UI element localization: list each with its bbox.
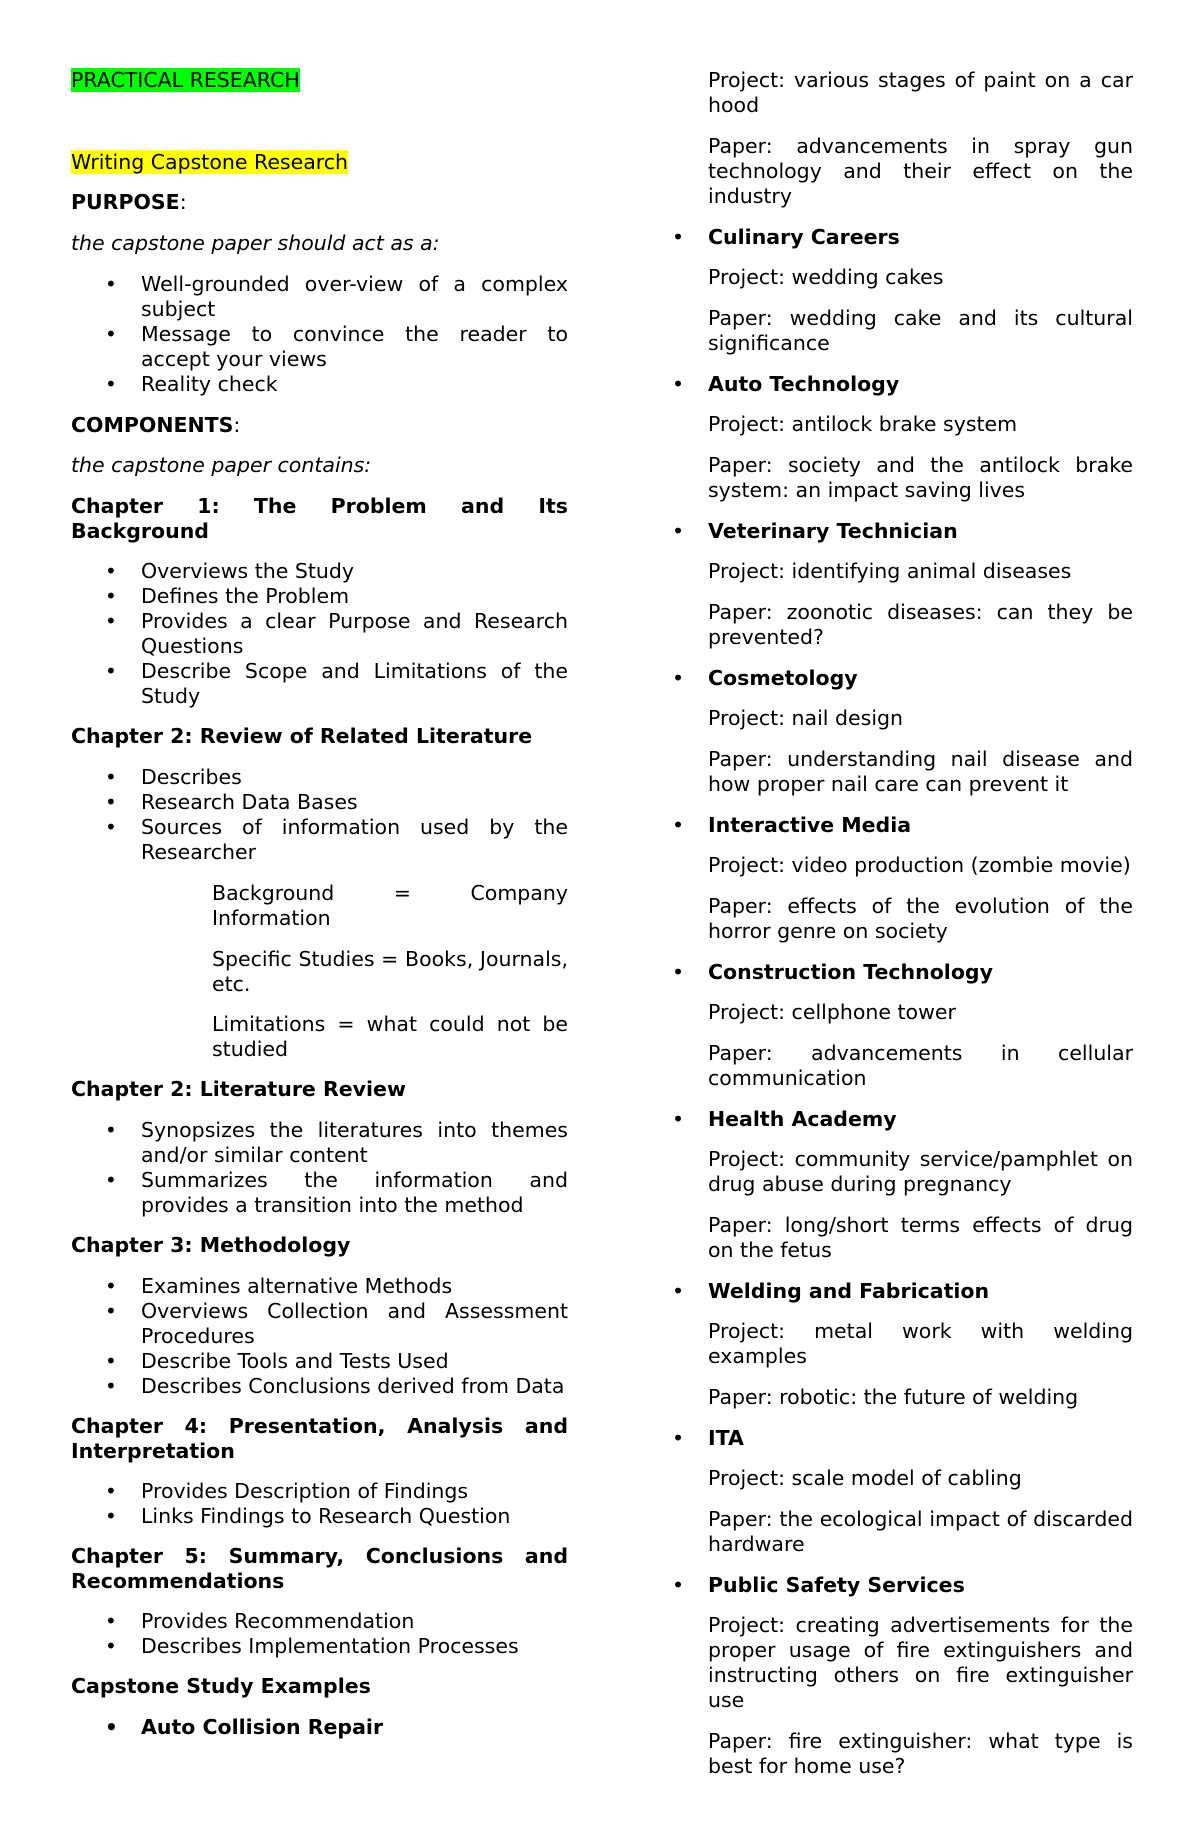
chapter-3-list [71, 1274, 568, 1399]
list-item: • Provides Description of Findings [71, 1479, 568, 1504]
list-item: • Defines the Problem [71, 584, 568, 609]
example-block [672, 813, 1133, 944]
example-paper: Paper: advancements in cellular communication [708, 1041, 1133, 1090]
example-block [672, 1573, 1133, 1779]
example-paper: Paper: society and the antilock brake system: an impact saving lives [708, 453, 1133, 502]
example-block [672, 1279, 1133, 1410]
list-item: • Summarizes the information and provides a transition into the method [71, 1168, 568, 1218]
chapter-2-note: Background = Company Information [212, 881, 568, 930]
chapter-5-list [71, 1609, 568, 1659]
list-item: • Provides a clear Purpose and Research Questions [71, 609, 568, 659]
chapter-2-note: Limitations = what could not be studied [212, 1012, 568, 1061]
example-name: • ITA [672, 1426, 1133, 1451]
example-paper: Paper: advancements in spray gun technology and their effect on the industry [708, 134, 1133, 208]
example-block [672, 666, 1133, 797]
example-paper: Paper: long/short terms effects of drug on the fetus [708, 1213, 1133, 1262]
list-item: • Overviews Collection and Assessment Procedures [71, 1299, 568, 1349]
example-project: Project: various stages of paint on a car hood [708, 68, 1133, 117]
example-paper: Paper: zoonotic diseases: can they be prevented? [708, 600, 1133, 649]
example-name: • Interactive Media [672, 813, 1133, 838]
list-item: • Describes [71, 765, 568, 790]
example-project: Project: antilock brake system [708, 412, 1018, 436]
list-item: • Links Findings to Research Question [71, 1504, 568, 1529]
chapter-1-list [71, 559, 568, 709]
example-project: Project: metal work with welding examples [708, 1319, 1133, 1368]
purpose-intro: the capstone paper should act as a: [71, 231, 440, 255]
examples-list [71, 1715, 568, 1740]
example-name: • Auto Technology [672, 372, 1133, 397]
list-item: • Synopsizes the literatures into themes and/or similar content [71, 1118, 568, 1168]
components-heading: COMPONENTS: [71, 413, 241, 437]
example-project: Project: creating advertisements for the proper usage of fire extinguishers and instructing others on fire extinguisher use [708, 1613, 1133, 1712]
example-block [672, 519, 1133, 650]
list-item: • Describes Implementation Processes [71, 1634, 568, 1659]
chapter-2-note: Specific Studies = Books, Journals, etc. [212, 947, 568, 996]
example-paper: Paper: wedding cake and its cultural significance [708, 306, 1133, 355]
list-item: • Examines alternative Methods [71, 1274, 568, 1299]
chapter-2-heading: Chapter 2: Review of Related Literature [71, 724, 533, 748]
list-item: • Describe Tools and Tests Used [71, 1349, 568, 1374]
right-column [672, 68, 1133, 1795]
example-block [672, 372, 1133, 503]
list-item: • Message to convince the reader to accept your views [71, 322, 568, 372]
example-name: • Welding and Fabrication [672, 1279, 1133, 1304]
example-project: Project: scale model of cabling [708, 1466, 1022, 1490]
components-intro: the capstone paper contains: [71, 453, 372, 477]
chapter-3-heading: Chapter 3: Methodology [71, 1233, 351, 1257]
list-item: • Describe Scope and Limitations of the Study [71, 659, 568, 709]
example-paper: Paper: fire extinguisher: what type is best for home use? [708, 1729, 1133, 1778]
example-name: • Cosmetology [672, 666, 1133, 691]
example-project: Project: wedding cakes [708, 265, 944, 289]
example-name: • Culinary Careers [672, 225, 1133, 250]
example-project: Project: cellphone tower [708, 1000, 956, 1024]
example-block [672, 1426, 1133, 1557]
example-paper: Paper: understanding nail disease and how proper nail care can prevent it [708, 747, 1133, 796]
left-column [71, 68, 568, 1740]
examples-heading: Capstone Study Examples [71, 1674, 371, 1698]
list-item: • Reality check [71, 372, 568, 397]
chapter-2-review-heading: Chapter 2: Literature Review [71, 1077, 406, 1101]
example-name: • Construction Technology [672, 960, 1133, 985]
chapter-5-heading: Chapter 5: Summary, Conclusions and Recommendations [71, 1544, 568, 1593]
example-name: • Veterinary Technician [672, 519, 1133, 544]
document-title: PRACTICAL RESEARCH [71, 68, 300, 92]
chapter-2-list [71, 765, 568, 865]
example-block [672, 225, 1133, 356]
example-project: Project: identifying animal diseases [708, 559, 1072, 583]
example-block [672, 960, 1133, 1091]
list-item: • Well-grounded over-view of a complex subject [71, 272, 568, 322]
chapter-1-heading: Chapter 1: The Problem and Its Background [71, 494, 568, 543]
purpose-heading: PURPOSE: [71, 190, 187, 214]
chapter-2-review-list [71, 1118, 568, 1218]
example-project: Project: nail design [708, 706, 904, 730]
example-project: Project: community service/pamphlet on drug abuse during pregnancy [708, 1147, 1133, 1196]
example-paper: Paper: effects of the evolution of the horror genre on society [708, 894, 1133, 943]
example-name: • Health Academy [672, 1107, 1133, 1132]
example-paper: Paper: the ecological impact of discarded hardware [708, 1507, 1133, 1556]
example-paper: Paper: robotic: the future of welding [708, 1385, 1079, 1409]
list-item: • Describes Conclusions derived from Data [71, 1374, 568, 1399]
chapter-4-list [71, 1479, 568, 1529]
purpose-list [71, 272, 568, 397]
document-subtitle: Writing Capstone Research [71, 150, 349, 174]
chapter-4-heading: Chapter 4: Presentation, Analysis and Interpretation [71, 1414, 568, 1463]
example-name: • Auto Collision Repair [71, 1715, 568, 1740]
list-item: • Research Data Bases [71, 790, 568, 815]
list-item: • Overviews the Study [71, 559, 568, 584]
example-project: Project: video production (zombie movie) [708, 853, 1131, 877]
example-name: • Public Safety Services [672, 1573, 1133, 1598]
example-block [672, 1107, 1133, 1263]
list-item: • Provides Recommendation [71, 1609, 568, 1634]
examples-continued [672, 225, 1133, 1779]
list-item: • Sources of information used by the Researcher [71, 815, 568, 865]
